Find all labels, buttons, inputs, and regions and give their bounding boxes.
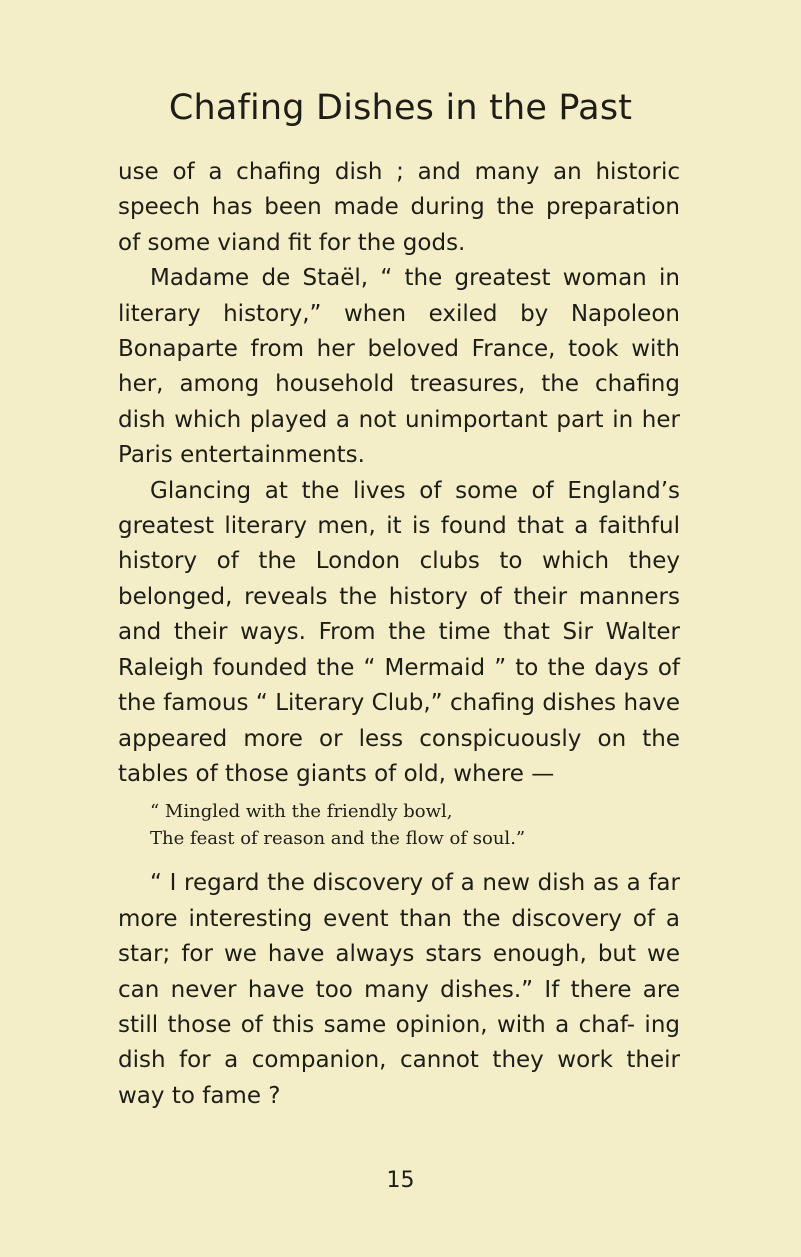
body-text xyxy=(118,155,680,1114)
paragraph-new-dish-quote: “ I regard the discovery of a new dish as a far more interesting event than the discovery of a star; for we have always stars enough, but we can never have too many dishes.” If there are still those of this same opinion, with a chaf- ing dish for a companion, cannot they work their way to fame ? xyxy=(118,870,680,1109)
verse-line-1: “ Mingled with the friendly bowl, xyxy=(150,801,453,823)
paragraph-continued: use of a chafing dish ; and many an historic speech has been made during the preparation of some viand fit for the gods. xyxy=(118,159,680,256)
paragraph-madame-de-stael: Madame de Staël, “ the greatest woman in literary history,” when exiled by Napoleon Bonaparte from her beloved France, took with her, among household treasures, the chafing dish which played a not unimportant part in her Paris entertainments. xyxy=(118,265,680,469)
verse-quotation xyxy=(118,798,680,852)
page-number: 15 xyxy=(386,1168,415,1193)
verse-line-2: The feast of reason and the flow of soul.” xyxy=(150,828,526,850)
paragraph-literary-clubs: Glancing at the lives of some of England’s greatest literary men, it is found that a faithful history of the London clubs to which they belonged, reveals the history of their manners and their ways. From the time that Sir Walter Raleigh founded the “ Mermaid ” to the days of the famous “ Literary Club,” chafing dishes have appeared more or less conspicuously on the tables of those giants of old, where — xyxy=(118,477,680,787)
running-head: Chafing Dishes in the Past xyxy=(168,88,633,128)
